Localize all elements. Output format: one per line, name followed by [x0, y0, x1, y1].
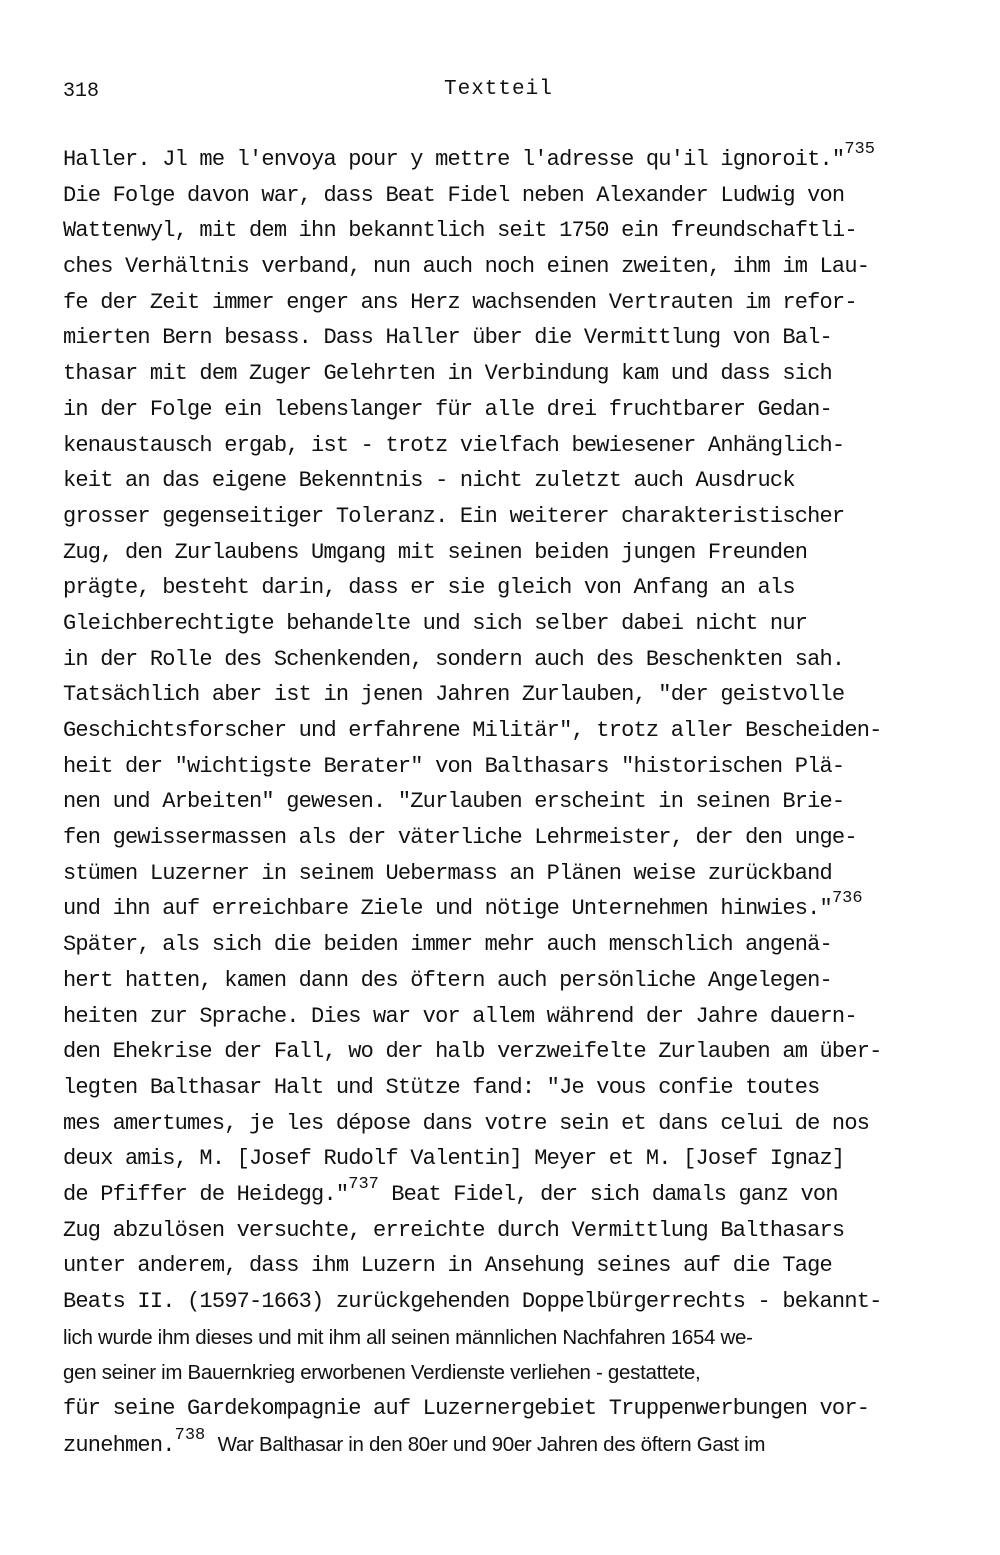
footnote-marker: 735 [844, 140, 875, 159]
line-text: in der Folge ein lebenslanger für alle drei fruchtbarer Gedan- [63, 396, 832, 422]
text-line [63, 1034, 963, 1070]
line-text: Tatsächlich aber ist in jenen Jahren Zurlauben, "der geistvolle [63, 682, 845, 708]
line-text: heit der "wichtigste Berater" von Balthasars "historischen Plä- [63, 753, 845, 779]
text-line [63, 1141, 963, 1177]
line-text: deux amis, M. [Josef Rudolf Valentin] Meyer et M. [Josef Ignaz] [63, 1146, 845, 1172]
line-text: nen und Arbeiten" gewesen. "Zurlauben erscheint in seinen Brie- [63, 789, 845, 815]
line-text: unter anderem, dass ihm Luzern in Ansehung seines auf die Tage [63, 1253, 832, 1279]
text-line [63, 570, 963, 606]
line-text: gen seiner im Bauernkrieg erworbenen Verdienste verliehen - gestattete, [63, 1361, 701, 1385]
line-text: kenaustausch ergab, ist - trotz vielfach bewiesener Anhänglich- [63, 432, 845, 458]
line-text: Haller. Jl me l'envoya pour y mettre l'adresse qu'il ignoroit." [63, 147, 845, 172]
line-text: stümen Luzerner in seinem Uebermass an Plänen weise zurückband [63, 860, 832, 886]
line-text: thasar mit dem Zuger Gelehrten in Verbindung kam und dass sich [63, 361, 832, 387]
line-text: Geschichtsforscher und erfahrene Militär", trotz aller Bescheiden- [63, 718, 882, 743]
text-line [63, 1213, 963, 1249]
line-text: mierten Bern besass. Dass Haller über die Vermittlung von Bal- [63, 325, 832, 351]
line-text: in der Rolle des Schenkenden, sondern auch des Beschenkten sah. [63, 646, 845, 672]
line-text-continued: Beat Fidel, der sich damals ganz von [378, 1181, 838, 1207]
text-line [63, 1320, 963, 1356]
line-text: fen gewissermassen als der väterliche Lehrmeister, der den unge- [63, 825, 857, 851]
text-line [63, 499, 963, 535]
text-line [63, 642, 963, 678]
text-line [63, 213, 963, 249]
line-text: zunehmen. [63, 1432, 175, 1458]
line-text: hert hatten, kamen dann des öftern auch persönliche Angelegen- [63, 967, 832, 993]
line-text: mes amertumes, je les dépose dans votre sein et dans celui de nos [63, 1110, 870, 1136]
line-text: legten Balthasar Halt und Stütze fand: "Je vous confie toutes [63, 1074, 820, 1100]
line-text: fe der Zeit immer enger ans Herz wachsenden Vertrauten im refor- [63, 289, 857, 315]
footnote-marker: 736 [831, 889, 863, 909]
line-text: Zug abzulösen versuchte, erreichte durch Vermittlung Balthasars [63, 1217, 845, 1243]
line-text-tail: War Balthasar in den 80er und 90er Jahren des öftern Gast im [217, 1432, 766, 1456]
text-line [63, 535, 963, 571]
text-line [63, 1284, 963, 1320]
text-line [63, 320, 963, 356]
text-line [63, 927, 963, 963]
text-line [63, 178, 963, 214]
text-line [63, 856, 963, 892]
text-line [63, 677, 963, 713]
line-text: grosser gegenseitiger Toleranz. Ein weiterer charakteristischer [63, 503, 845, 529]
line-text: Zug, den Zurlaubens Umgang mit seinen beiden jungen Freunden [63, 539, 808, 565]
text-line [63, 713, 963, 749]
text-line [63, 392, 963, 428]
text-line [63, 1070, 963, 1106]
text-line [63, 963, 963, 999]
line-text: de Pfiffer de Heidegg." [63, 1181, 349, 1207]
text-line [63, 820, 963, 856]
text-line [63, 1174, 963, 1213]
text-line [63, 1427, 963, 1463]
text-line [63, 463, 963, 499]
text-line [63, 999, 963, 1035]
running-head: Textteil [444, 78, 553, 101]
text-line [63, 428, 963, 464]
line-text: den Ehekrise der Fall, wo der halb verzweifelte Zurlauben am über- [63, 1039, 882, 1065]
line-text: und ihn auf erreichbare Ziele und nötige Unternehmen hinwies." [63, 896, 832, 922]
line-text-continued [205, 1433, 217, 1458]
body-text [63, 142, 963, 1462]
text-line [63, 1248, 963, 1284]
line-text: prägte, besteht darin, dass er sie gleich von Anfang an als [63, 575, 795, 601]
text-line [63, 891, 963, 927]
text-line [63, 784, 963, 820]
page-number: 318 [63, 80, 100, 103]
line-text: keit an das eigene Bekenntnis - nicht zuletzt auch Ausdruck [63, 468, 795, 494]
line-text: Später, als sich die beiden immer mehr auch menschlich angenä- [63, 932, 832, 958]
line-text: heiten zur Sprache. Dies war vor allem während der Jahre dauern- [63, 1003, 857, 1029]
text-line [63, 142, 963, 178]
text-line [63, 606, 963, 642]
text-line [63, 749, 963, 785]
line-text: ches Verhältnis verband, nun auch noch einen zweiten, ihm im Lau- [63, 254, 870, 280]
line-text: für seine Gardekompagnie auf Luzernergebiet Truppenwerbungen vor- [63, 1396, 870, 1422]
text-line [63, 356, 963, 392]
footnote-marker: 738 [174, 1425, 206, 1445]
page-header [0, 72, 1000, 108]
line-text: Gleichberechtigte behandelte und sich selber dabei nicht nur [63, 610, 808, 636]
text-line [63, 1106, 963, 1142]
line-text: lich wurde ihm dieses und mit ihm all seinen männlichen Nachfahren 1654 we- [63, 1325, 753, 1349]
line-text: Wattenwyl, mit dem ihn bekanntlich seit 1750 ein freundschaftli- [63, 218, 857, 244]
footnote-marker: 737 [348, 1174, 379, 1194]
text-line [63, 249, 963, 285]
line-text: Die Folge davon war, dass Beat Fidel neben Alexander Ludwig von [63, 182, 845, 208]
text-line [63, 1355, 963, 1391]
text-line [63, 285, 963, 321]
text-line [63, 1391, 963, 1427]
line-text: Beats II. (1597-1663) zurückgehenden Doppelbürgerrechts - bekannt- [63, 1289, 882, 1314]
